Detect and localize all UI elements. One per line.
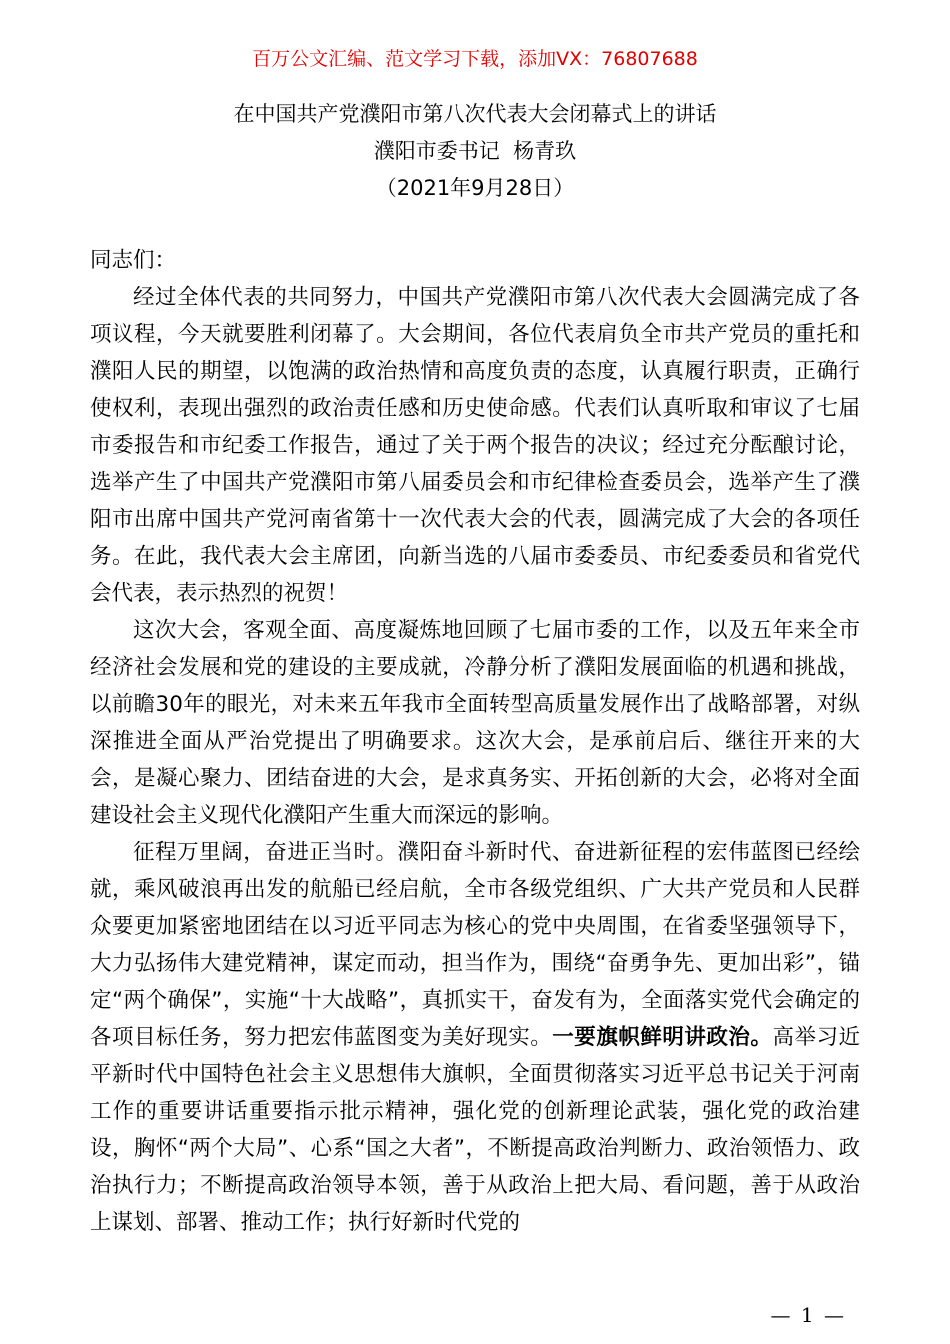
paragraph-3 [90,834,860,1241]
paragraph-3-bold-heading: 一要旗帜鲜明讲政治。 [552,1025,773,1050]
paragraph-1: 经过全体代表的共同努力，中国共产党濮阳市第八次代表大会圆满完成了各项议程，今天就要胜利闭幕了。大会期间，各位代表肩负全市共产党员的重托和濮阳人民的期望，以饱满的政治热情和高度负责的态度，认真履行职责，正确行使权利，表现出强烈的政治责任感和历史使命感。代表们认真听取和审议了七届市委报告和市纪委工作报告，通过了关于两个报告的决议；经过充分酝酿讨论，选举产生了中国共产党濮阳市第八届委员会和市纪律检查委员会，选举产生了濮阳市出席中国共产党河南省第十一次代表大会的代表，圆满完成了大会的各项任务。在此，我代表大会主席团，向新当选的八届市委委员、市纪委委员和省党代会代表，表示热烈的祝贺！ [90,285,860,606]
speech-body [90,242,860,1241]
salutation: 同志们： [90,248,177,273]
document-title: 在中国共产党濮阳市第八次代表大会闭幕式上的讲话 [233,102,717,126]
author-line: 濮阳市委书记 杨青玖 [373,139,577,163]
paragraph-3-rest: 高举习近平新时代中国特色社会主义思想伟大旗帜，全面贯彻落实习近平总书记关于河南工作的重要讲话重要指示批示精神，强化党的创新理论武装，强化党的政治建设，胸怀“两个大局”、心系“国之大者”，不断提高政治判断力、政治领悟力、政治执行力；不断提高政治领导本领，善于从政治上把大局、看问题，善于从政治上谋划、部署、推动工作；执行好新时代党的 [90,1025,860,1235]
document-header [0,96,950,207]
paragraph-3-intro: 征程万里阔，奋进正当时。濮阳奋斗新时代、奋进新征程的宏伟蓝图已经绘就，乘风破浪再出发的航船已经启航，全市各级党组织、广大共产党员和人民群众要更加紧密地团结在以习近平同志为核心的党中央周围，在省委坚强领导下，大力弘扬伟大建党精神，谋定而动，担当作为，围绕“奋勇争先、更加出彩”，锚定“两个确保”，实施“十大战略”，真抓实干，奋发有为，全面落实党代会确定的各项目标任务，努力把宏伟蓝图变为美好现实。 [90,840,860,1050]
page-number: — 1 — [770,1303,846,1327]
speech-date: （2021年9月28日） [375,176,575,200]
paragraph-2: 这次大会，客观全面、高度凝炼地回顾了七届市委的工作，以及五年来全市经济社会发展和党的建设的主要成就，冷静分析了濮阳发展面临的机遇和挑战，以前瞻30年的眼光，对未来五年我市全面转型高质量发展作出了战略部署，对纵深推进全面从严治党提出了明确要求。这次大会，是承前启后、继往开来的大会，是凝心聚力、团结奋进的大会，是求真务实、开拓创新的大会，必将对全面建设社会主义现代化濮阳产生重大而深远的影响。 [90,618,860,828]
download-banner: 百万公文汇编、范文学习下载，添加VX：76807688 [252,48,698,70]
